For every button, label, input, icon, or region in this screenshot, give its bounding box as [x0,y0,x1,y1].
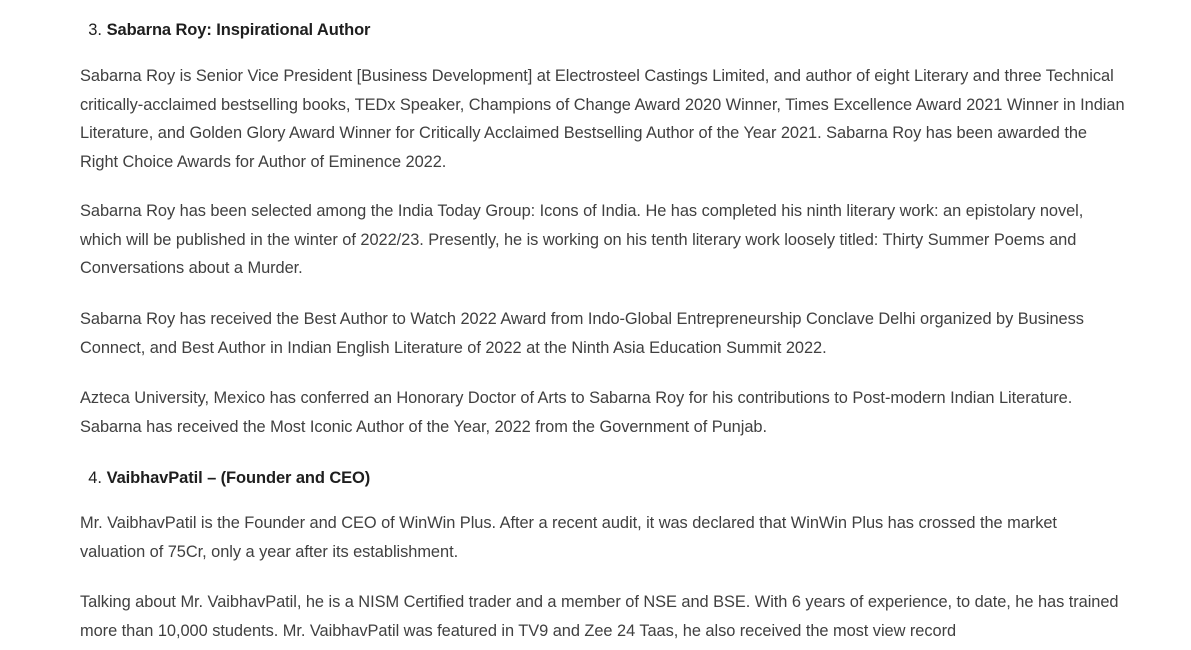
section-title: Sabarna Roy: Inspirational Author [106,21,371,39]
section-heading-4 [80,466,370,490]
section-heading-3 [80,18,370,42]
paragraph: Mr. VaibhavPatil is the Founder and CEO of WinWin Plus. After a recent audit, it was declared that WinWin Plus has crossed the market valuation of 75Cr, only a year after its establishment. [80,514,1057,561]
section-title: VaibhavPatil – (Founder and CEO) [106,469,371,487]
paragraph: Sabarna Roy is Senior Vice President [Business Development] at Electrosteel Castings Limited, and author of eight Literary and three Technical critically-acclaimed bestselling books, TEDx Speaker, Champions of Change Award 2020 Winner, Times Excellence Award 2021 Winner in Indian Literature, and Golden Glory Award Winner for Critically Acclaimed Bestselling Author of the Year 2021. Sabarna Roy has been awarded the Right Choice Awards for Author of Eminence 2022. [80,67,1125,171]
list-number: 3. [88,21,102,39]
list-number: 4. [88,469,102,487]
paragraph: Sabarna Roy has received the Best Author to Watch 2022 Award from Indo-Global Entrepreneurship Conclave Delhi organized by Business Connect, and Best Author in Indian English Literature of 2022 at the Ninth Asia Education Summit 2022. [80,310,1084,357]
paragraph: Talking about Mr. VaibhavPatil, he is a NISM Certified trader and a member of NSE and BSE. With 6 years of experience, to date, he has trained more than 10,000 students. Mr. VaibhavPatil was featured in TV9 and Zee 24 Taas, he also received the most view record [80,593,1119,640]
paragraph: Sabarna Roy has been selected among the India Today Group: Icons of India. He has completed his ninth literary work: an epistolary novel, which will be published in the winter of 2022/23. Presently, he is working on his tenth literary work loosely titled: Thirty Summer Poems and Conversations about a Murder. [80,202,1084,277]
paragraph: Azteca University, Mexico has conferred an Honorary Doctor of Arts to Sabarna Roy for his contributions to Post-modern Indian Literature. Sabarna has received the Most Iconic Author of the Year, 2022 from the Government of Punjab. [80,389,1073,436]
